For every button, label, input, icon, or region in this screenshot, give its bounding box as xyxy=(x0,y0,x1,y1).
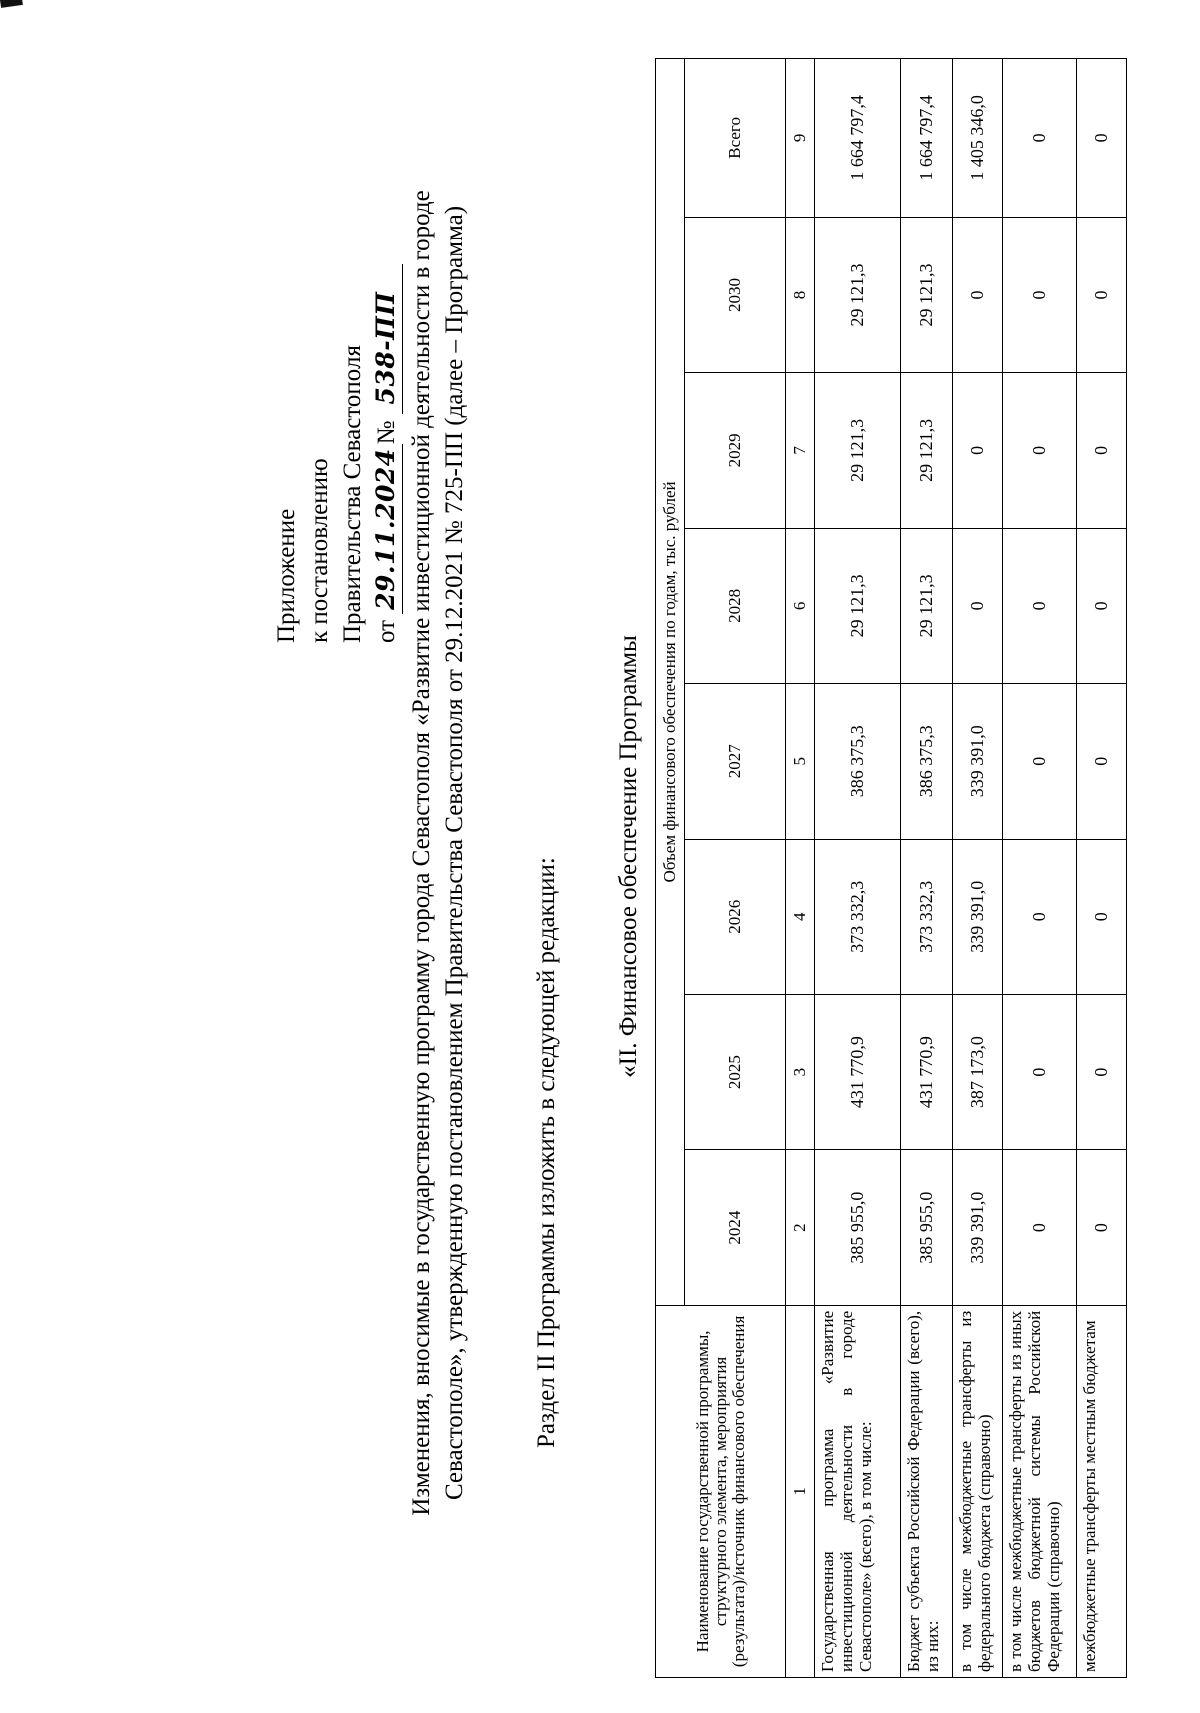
table-cell: 0 xyxy=(1077,528,1127,683)
table-cell: 0 xyxy=(1003,59,1077,218)
column-number-row xyxy=(786,59,815,1678)
table-cell: 29 121,3 xyxy=(901,217,953,372)
column-number: 1 xyxy=(786,1305,815,1677)
year-header: 2027 xyxy=(685,684,786,839)
number-label: № xyxy=(373,420,400,445)
table-cell: 339 391,0 xyxy=(953,1150,1003,1305)
year-header: 2026 xyxy=(685,839,786,994)
year-header: 2025 xyxy=(685,994,786,1149)
row-name: Бюджет субъекта Российской Федерации (всего), из них: xyxy=(901,1305,953,1677)
table-cell: 1 664 797,4 xyxy=(901,59,953,218)
column-number: 3 xyxy=(786,994,815,1149)
column-number: 7 xyxy=(786,373,815,528)
table-cell: 0 xyxy=(953,373,1003,528)
year-header: 2030 xyxy=(685,217,786,372)
appendix-line-1: Приложение xyxy=(273,508,300,643)
table-row xyxy=(1077,59,1127,1678)
table-cell: 0 xyxy=(1077,59,1127,218)
table-cell: 431 770,9 xyxy=(815,994,901,1149)
column-number: 5 xyxy=(786,684,815,839)
table-cell: 0 xyxy=(1003,217,1077,372)
table-cell: 0 xyxy=(1003,1150,1077,1305)
table-cell: 0 xyxy=(1077,684,1127,839)
financing-table xyxy=(655,58,1127,1678)
table-cell: 29 121,3 xyxy=(901,373,953,528)
section-intro: Раздел II Программы изложить в следующей редакции: xyxy=(533,857,560,1448)
table-cell: 339 391,0 xyxy=(953,684,1003,839)
document-title: Изменения, вносимые в государственную программу города Севастополя «Развитие инвестиционной деятельности в городе Севастополе», утвержденную постановлением Правительства Севастополя от 29.12.2021 № 725-ПП (далее – Программа) xyxy=(408,190,468,1516)
handwritten-number: 538-ПП xyxy=(369,264,403,414)
table-cell: 0 xyxy=(1003,839,1077,994)
header-row-1 xyxy=(656,59,685,1678)
table-row xyxy=(815,59,901,1678)
table-cell: 29 121,3 xyxy=(815,217,901,372)
appendix-date-number-row xyxy=(369,264,403,643)
table-cell: 431 770,9 xyxy=(901,994,953,1149)
table-cell: 373 332,3 xyxy=(815,839,901,994)
column-number: 2 xyxy=(786,1150,815,1305)
year-header: 2029 xyxy=(685,373,786,528)
table-cell: 0 xyxy=(953,528,1003,683)
from-label: от xyxy=(373,619,400,643)
year-header: 2024 xyxy=(685,1150,786,1305)
table-cell: 0 xyxy=(1003,684,1077,839)
row-name: Государственная программа «Развитие инвестиционной деятельности в городе Севастополе» (всего), в том числе: xyxy=(815,1305,901,1677)
appendix-block xyxy=(270,264,403,643)
table-cell: 0 xyxy=(1077,839,1127,994)
table-cell: 0 xyxy=(1003,994,1077,1149)
column-number: 6 xyxy=(786,528,815,683)
table-cell: 0 xyxy=(1077,217,1127,372)
table-cell: 29 121,3 xyxy=(815,373,901,528)
table-cell: 0 xyxy=(1003,528,1077,683)
row-name: межбюджетные трансферты местным бюджетам xyxy=(1077,1305,1127,1677)
table-cell: 339 391,0 xyxy=(953,839,1003,994)
table-cell: 386 375,3 xyxy=(901,684,953,839)
row-name: в том числе межбюджетные трансферты из иных бюджетов бюджетной системы Российской Федерации (справочно) xyxy=(1003,1305,1077,1677)
table-cell: 0 xyxy=(1077,1150,1127,1305)
column-number: 8 xyxy=(786,217,815,372)
appendix-line-3: Правительства Севастополя xyxy=(339,345,366,643)
table-cell: 29 121,3 xyxy=(815,528,901,683)
year-header: 2028 xyxy=(685,528,786,683)
table-row xyxy=(1003,59,1077,1678)
column-number: 4 xyxy=(786,839,815,994)
table-cell: 385 955,0 xyxy=(815,1150,901,1305)
table-cell: 373 332,3 xyxy=(901,839,953,994)
volume-header: Объем финансового обеспечения по годам, тыс. рублей xyxy=(656,59,685,1306)
table-row xyxy=(901,59,953,1678)
table-cell: 1 405 346,0 xyxy=(953,59,1003,218)
table-row xyxy=(953,59,1003,1678)
handwritten-date: 29.11.2024 xyxy=(369,444,403,614)
name-column-header: Наименование государственной программы, структурного элемента, мероприятия (результата)/источник финансового обеспечения xyxy=(656,1305,786,1677)
appendix-line-2: к постановлению xyxy=(306,458,333,643)
table-cell: 1 664 797,4 xyxy=(815,59,901,218)
table-cell: 386 375,3 xyxy=(815,684,901,839)
table-cell: 0 xyxy=(1003,373,1077,528)
table-cell: 387 173,0 xyxy=(953,994,1003,1149)
row-name: в том числе межбюджетные трансферты из федерального бюджета (справочно) xyxy=(953,1305,1003,1677)
column-number: 9 xyxy=(786,59,815,218)
table-cell: 0 xyxy=(1077,994,1127,1149)
section-title: «II. Финансовое обеспечение Программы xyxy=(615,635,642,1078)
table-cell: 385 955,0 xyxy=(901,1150,953,1305)
table-cell: 0 xyxy=(1077,373,1127,528)
table-cell: 0 xyxy=(953,217,1003,372)
total-header: Всего xyxy=(685,59,786,218)
table-cell: 29 121,3 xyxy=(901,528,953,683)
